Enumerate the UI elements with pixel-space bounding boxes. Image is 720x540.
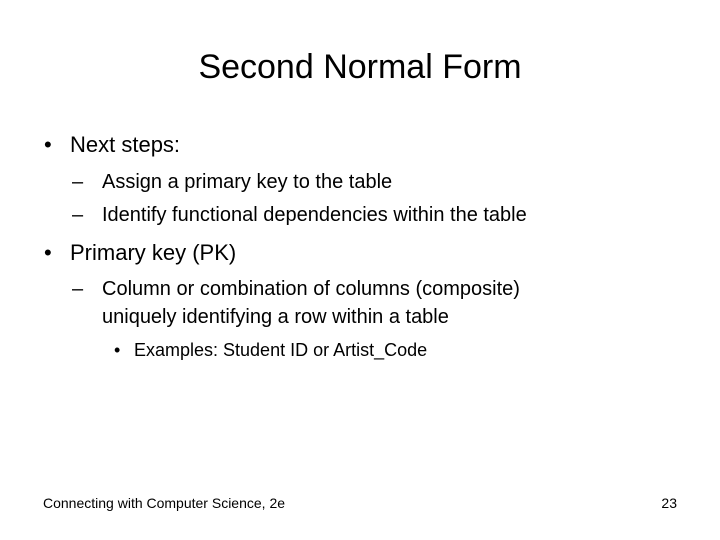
sub-bullet-text: Identify functional dependencies within the table bbox=[102, 204, 527, 226]
dash-marker: – bbox=[72, 278, 84, 300]
bullet-text: Primary key (PK) bbox=[70, 240, 237, 265]
bullet-marker: • bbox=[44, 240, 52, 265]
bullet-marker: • bbox=[114, 340, 121, 360]
sub-bullet-text: Assign a primary key to the table bbox=[102, 171, 393, 193]
sub-bullet-text bbox=[102, 275, 520, 331]
sub-sub-bullet-text: Examples: Student ID or Artist_Code bbox=[134, 340, 428, 360]
dash-marker: – bbox=[72, 171, 84, 193]
dash-marker: – bbox=[72, 204, 84, 226]
sub-bullet-text-line2: uniquely identifying a row within a table bbox=[102, 306, 449, 328]
sub-bullet-text-line1: Column or combination of columns (composite) bbox=[102, 278, 520, 300]
footer-course-title: Connecting with Computer Science, 2e bbox=[43, 495, 286, 511]
page-number: 23 bbox=[661, 495, 677, 511]
slide-title: Second Normal Form bbox=[198, 48, 522, 86]
bullet-text: Next steps: bbox=[70, 132, 181, 157]
bullet-marker: • bbox=[44, 132, 52, 157]
